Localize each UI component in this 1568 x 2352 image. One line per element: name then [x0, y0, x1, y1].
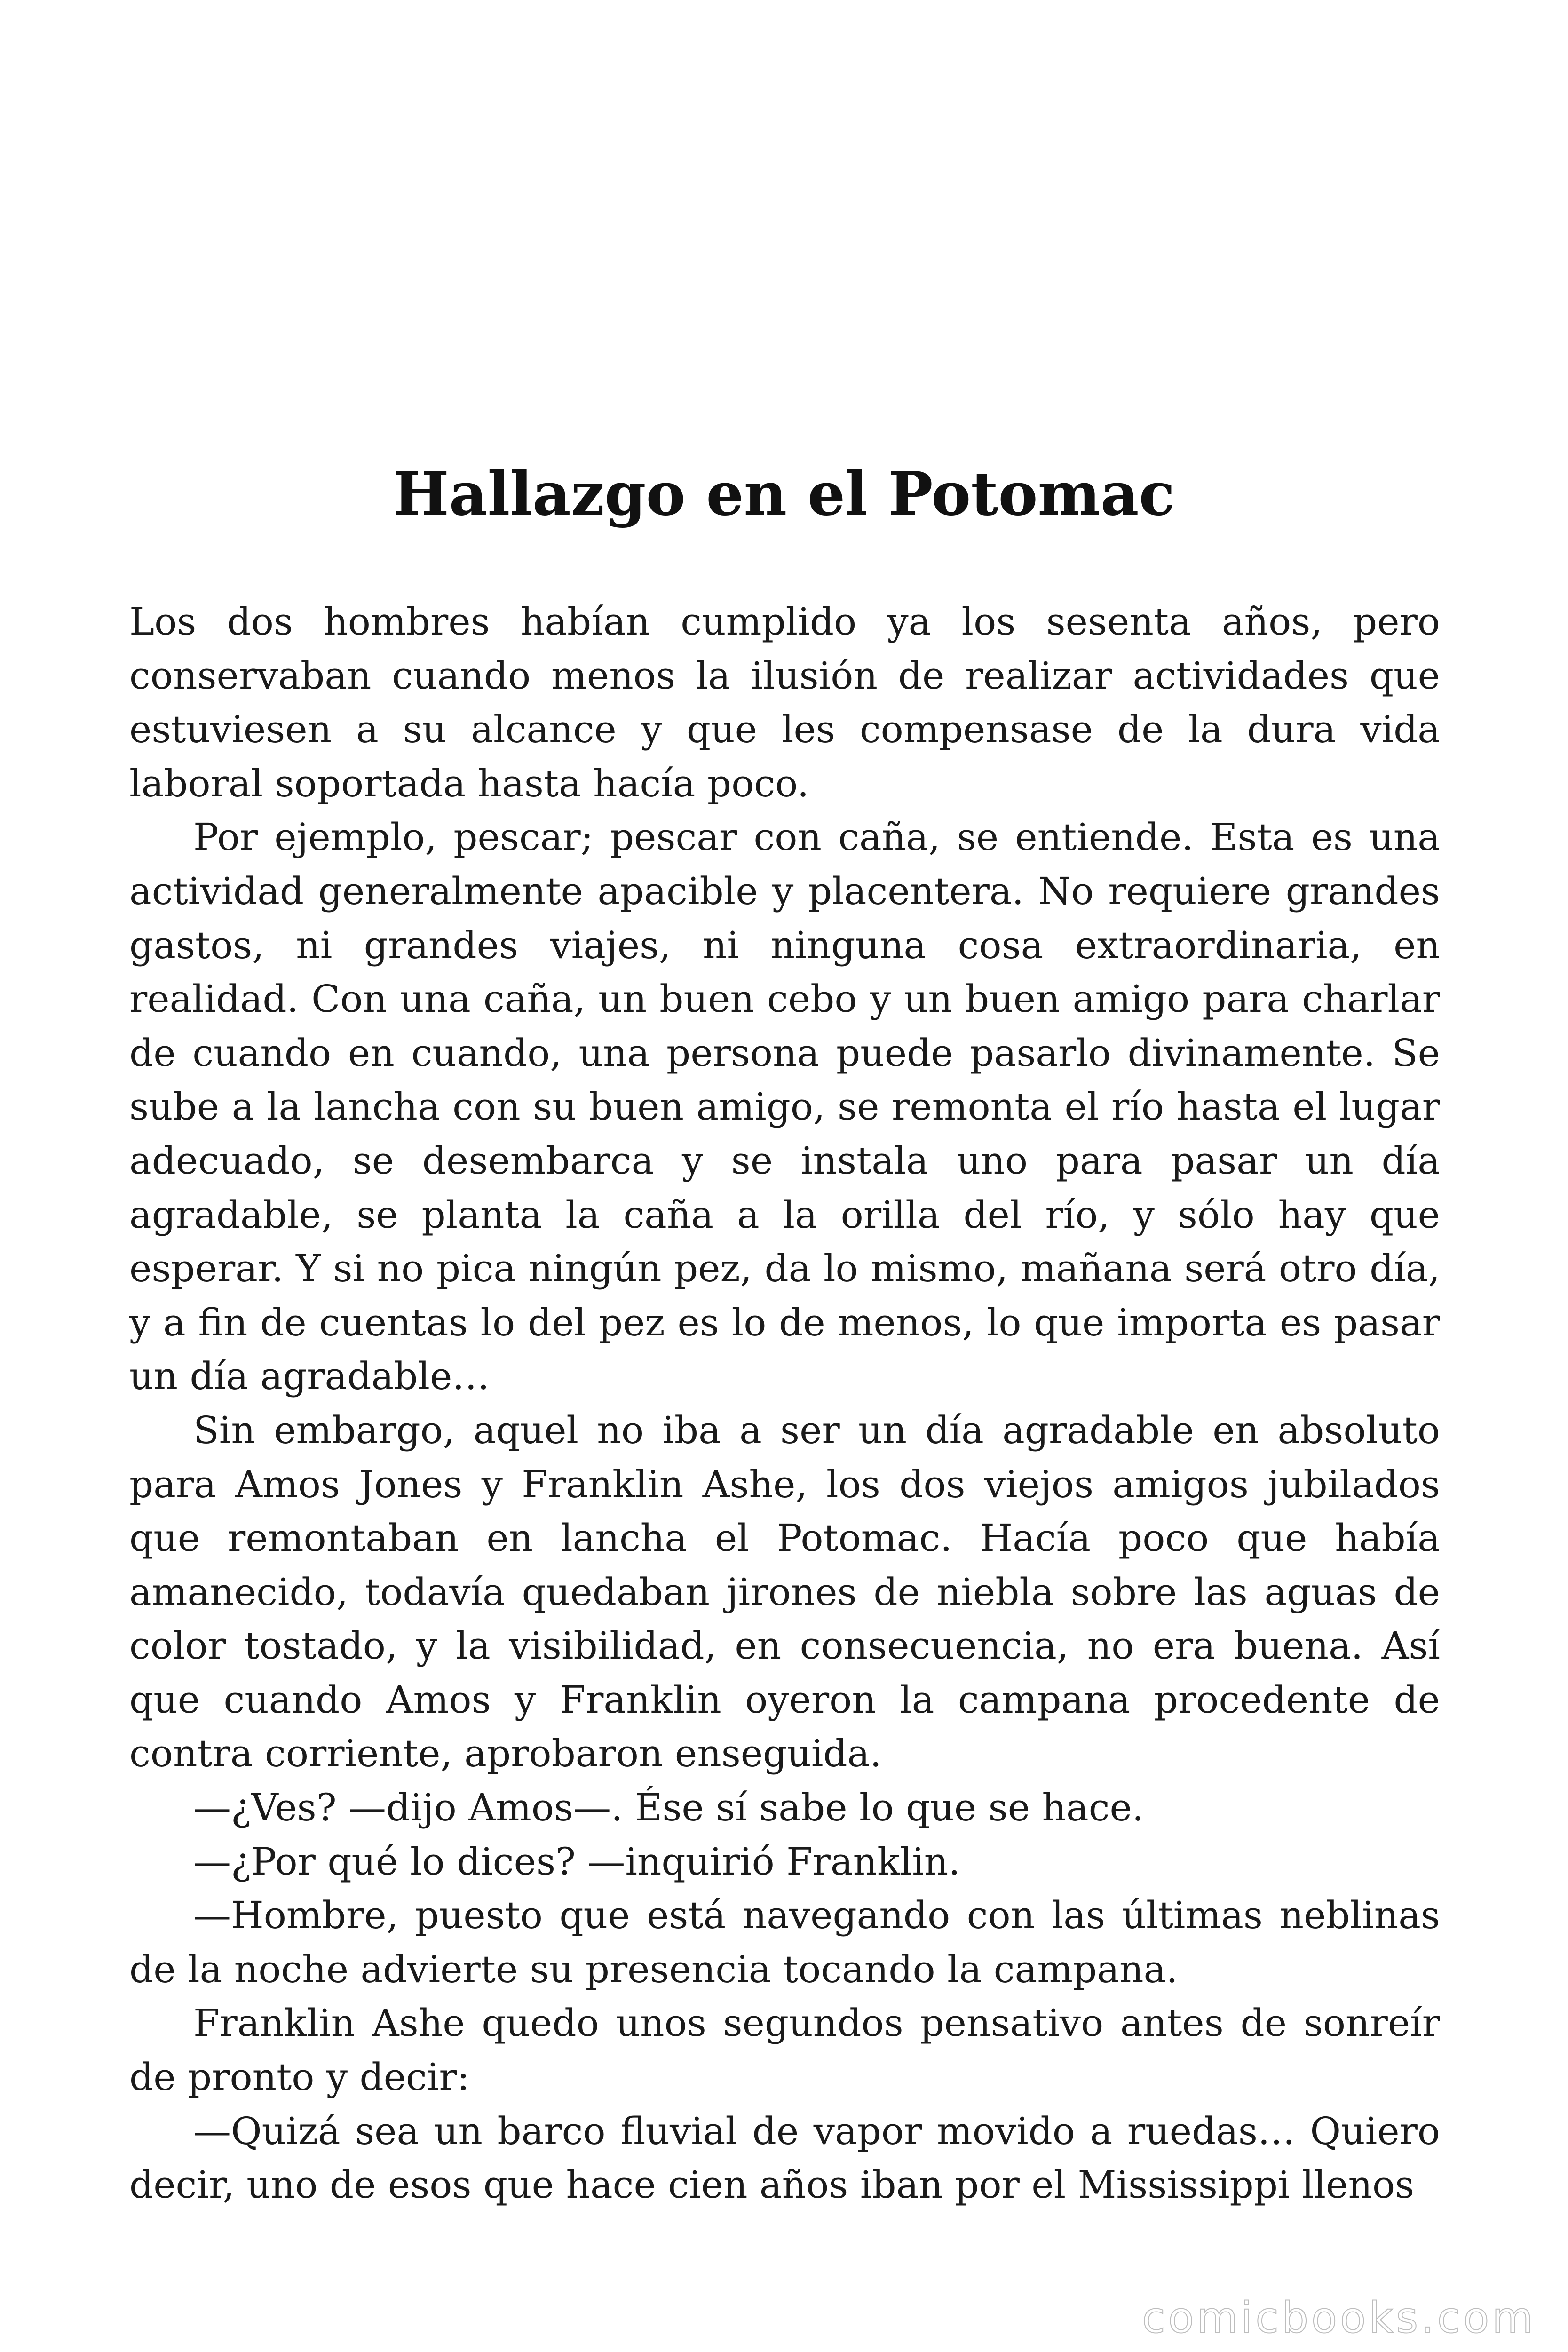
paragraph-1: Los dos hombres habían cumplido ya los sesenta años, pero conservaban cuando menos la ilusión de realizar actividades que estuviesen a su alcance y que les compensase de la dura vida laboral soportada hasta hacía poco.	[129, 600, 1440, 805]
paragraph-7: Franklin Ashe quedo unos segundos pensativo antes de sonreír de pronto y decir:	[129, 2001, 1440, 2099]
watermark: comicbooks.com	[1142, 2293, 1536, 2343]
chapter-title: Hallazgo en el Potomac	[393, 459, 1175, 529]
paragraph-3: Sin embargo, aquel no iba a ser un día agradable en absoluto para Amos Jones y Franklin Ashe, los dos viejos amigos jubilados que remontaban en lancha el Potomac. Hacía poco que había amanecido, todavía quedaban jirones de niebla sobre las aguas de color tostado, y la visibilidad, en consecuencia, no era buena. Así que cuando Amos y Franklin oyeron la campana procedente de contra corriente, aprobaron enseguida.	[129, 1408, 1440, 1776]
dialogue-line-1: —¿Ves? —dijo Amos—. Ése sí sabe lo que se hace.	[193, 1786, 1144, 1830]
dialogue-line-4: —Quizá sea un barco fluvial de vapor movido a ruedas… Quiero decir, uno de esos que hace cien años iban por el Mississippi llenos	[129, 2109, 1440, 2207]
body-text	[129, 595, 1440, 2212]
paragraph-2: Por ejemplo, pescar; pescar con caña, se entiende. Esta es una actividad generalmente apacible y placentera. No requiere grandes gastos, ni grandes viajes, ni ninguna cosa extraordinaria, en realidad. Con una caña, un buen cebo y un buen amigo para charlar de cuando en cuando, una persona puede pasarlo divinamente. Se sube a la lancha con su buen amigo, se remonta el río hasta el lugar adecuado, se desembarca y se instala uno para pasar un día agradable, se planta la caña a la orilla del río, y sólo hay que esperar. Y si no pica ningún pez, da lo mismo, mañana será otro día, y a fin de cuentas lo del pez es lo de menos, lo que importa es pasar un día agradable…	[129, 815, 1440, 1398]
dialogue-line-2: —¿Por qué lo dices? —inquirió Franklin.	[193, 1839, 960, 1883]
dialogue-line-3: —Hombre, puesto que está navegando con las últimas neblinas de la noche advierte su presencia tocando la campana.	[129, 1893, 1440, 1991]
